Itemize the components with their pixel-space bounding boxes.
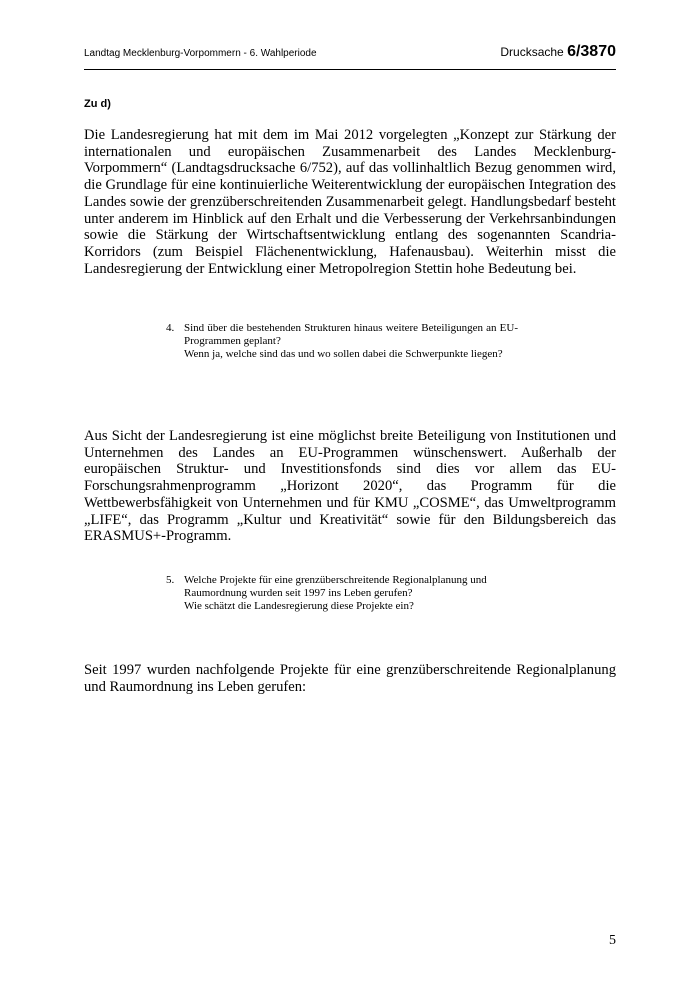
- question-line: Wie schätzt die Landesregierung diese Projekte ein?: [184, 600, 414, 612]
- page-number: 5: [609, 933, 616, 948]
- answer-paragraph-4: Aus Sicht der Landesregierung ist eine möglichst breite Beteiligung von Institutionen und Unternehmen des Landes an EU-Programmen wünschenswert. Außerhalb der europäischen Struktur- und Investitionsfonds sind dies vor allem das EU-Forschungsrahmenprogramm „Horizont 2020“, das Programm für die Wettbewerbsfähigkeit von Unternehmen und für KMU „COSME“, das Umweltprogramm „LIFE“, das Programm „Kultur und Kreativität“ sowie für den Bildungsbereich das ERASMUS+-Programm.: [84, 428, 616, 545]
- document-reference: [500, 43, 616, 61]
- question-number: 4.: [166, 322, 175, 334]
- question-line: Wenn ja, welche sind das und wo sollen dabei die Schwerpunkte liegen?: [184, 348, 503, 360]
- question-5: [166, 574, 518, 613]
- parliament-title: Landtag Mecklenburg-Vorpommern - 6. Wahlperiode: [84, 48, 317, 59]
- question-number: 5.: [166, 574, 175, 586]
- page-header: [84, 40, 616, 70]
- question-4: [166, 322, 518, 361]
- question-text: [184, 322, 518, 361]
- document-label: Drucksache: [500, 45, 564, 59]
- document-number: 6/3870: [567, 43, 616, 60]
- section-heading: Zu d): [84, 98, 111, 110]
- answer-paragraph-d: Die Landesregierung hat mit dem im Mai 2012 vorgelegten „Konzept zur Stärkung der internationalen und europäischen Zusammenarbeit des Landes Mecklenburg-Vorpommern“ (Landtagsdrucksache 6/752), auf das vollinhaltlich Bezug genommen wird, die Grundlage für eine kontinuierliche Weiterentwicklung der europäischen Integration des Landes sowie der grenzüberschreitenden Zusammenarbeit gelegt. Handlungsbedarf besteht unter anderem im Hinblick auf den Erhalt und die Verbesserung der Verkehrsanbindungen sowie die Stärkung der Wirtschaftsentwicklung entlang des sogenannten Scandria-Korridors (zum Beispiel Flächenentwicklung, Hafenausbau). Weiterhin misst die Landesregierung der Entwicklung einer Metropolregion Stettin hohe Bedeutung bei.: [84, 127, 616, 277]
- question-line: Sind über die bestehenden Strukturen hinaus weitere Beteiligungen an EU-Programmen geplant?: [184, 322, 518, 347]
- answer-paragraph-5: Seit 1997 wurden nachfolgende Projekte für eine grenzüberschreitende Regionalplanung und Raumordnung ins Leben gerufen:: [84, 662, 616, 695]
- question-text: [184, 574, 518, 613]
- question-line: Welche Projekte für eine grenzüberschreitende Regionalplanung und Raumordnung wurden seit 1997 ins Leben gerufen?: [184, 574, 487, 599]
